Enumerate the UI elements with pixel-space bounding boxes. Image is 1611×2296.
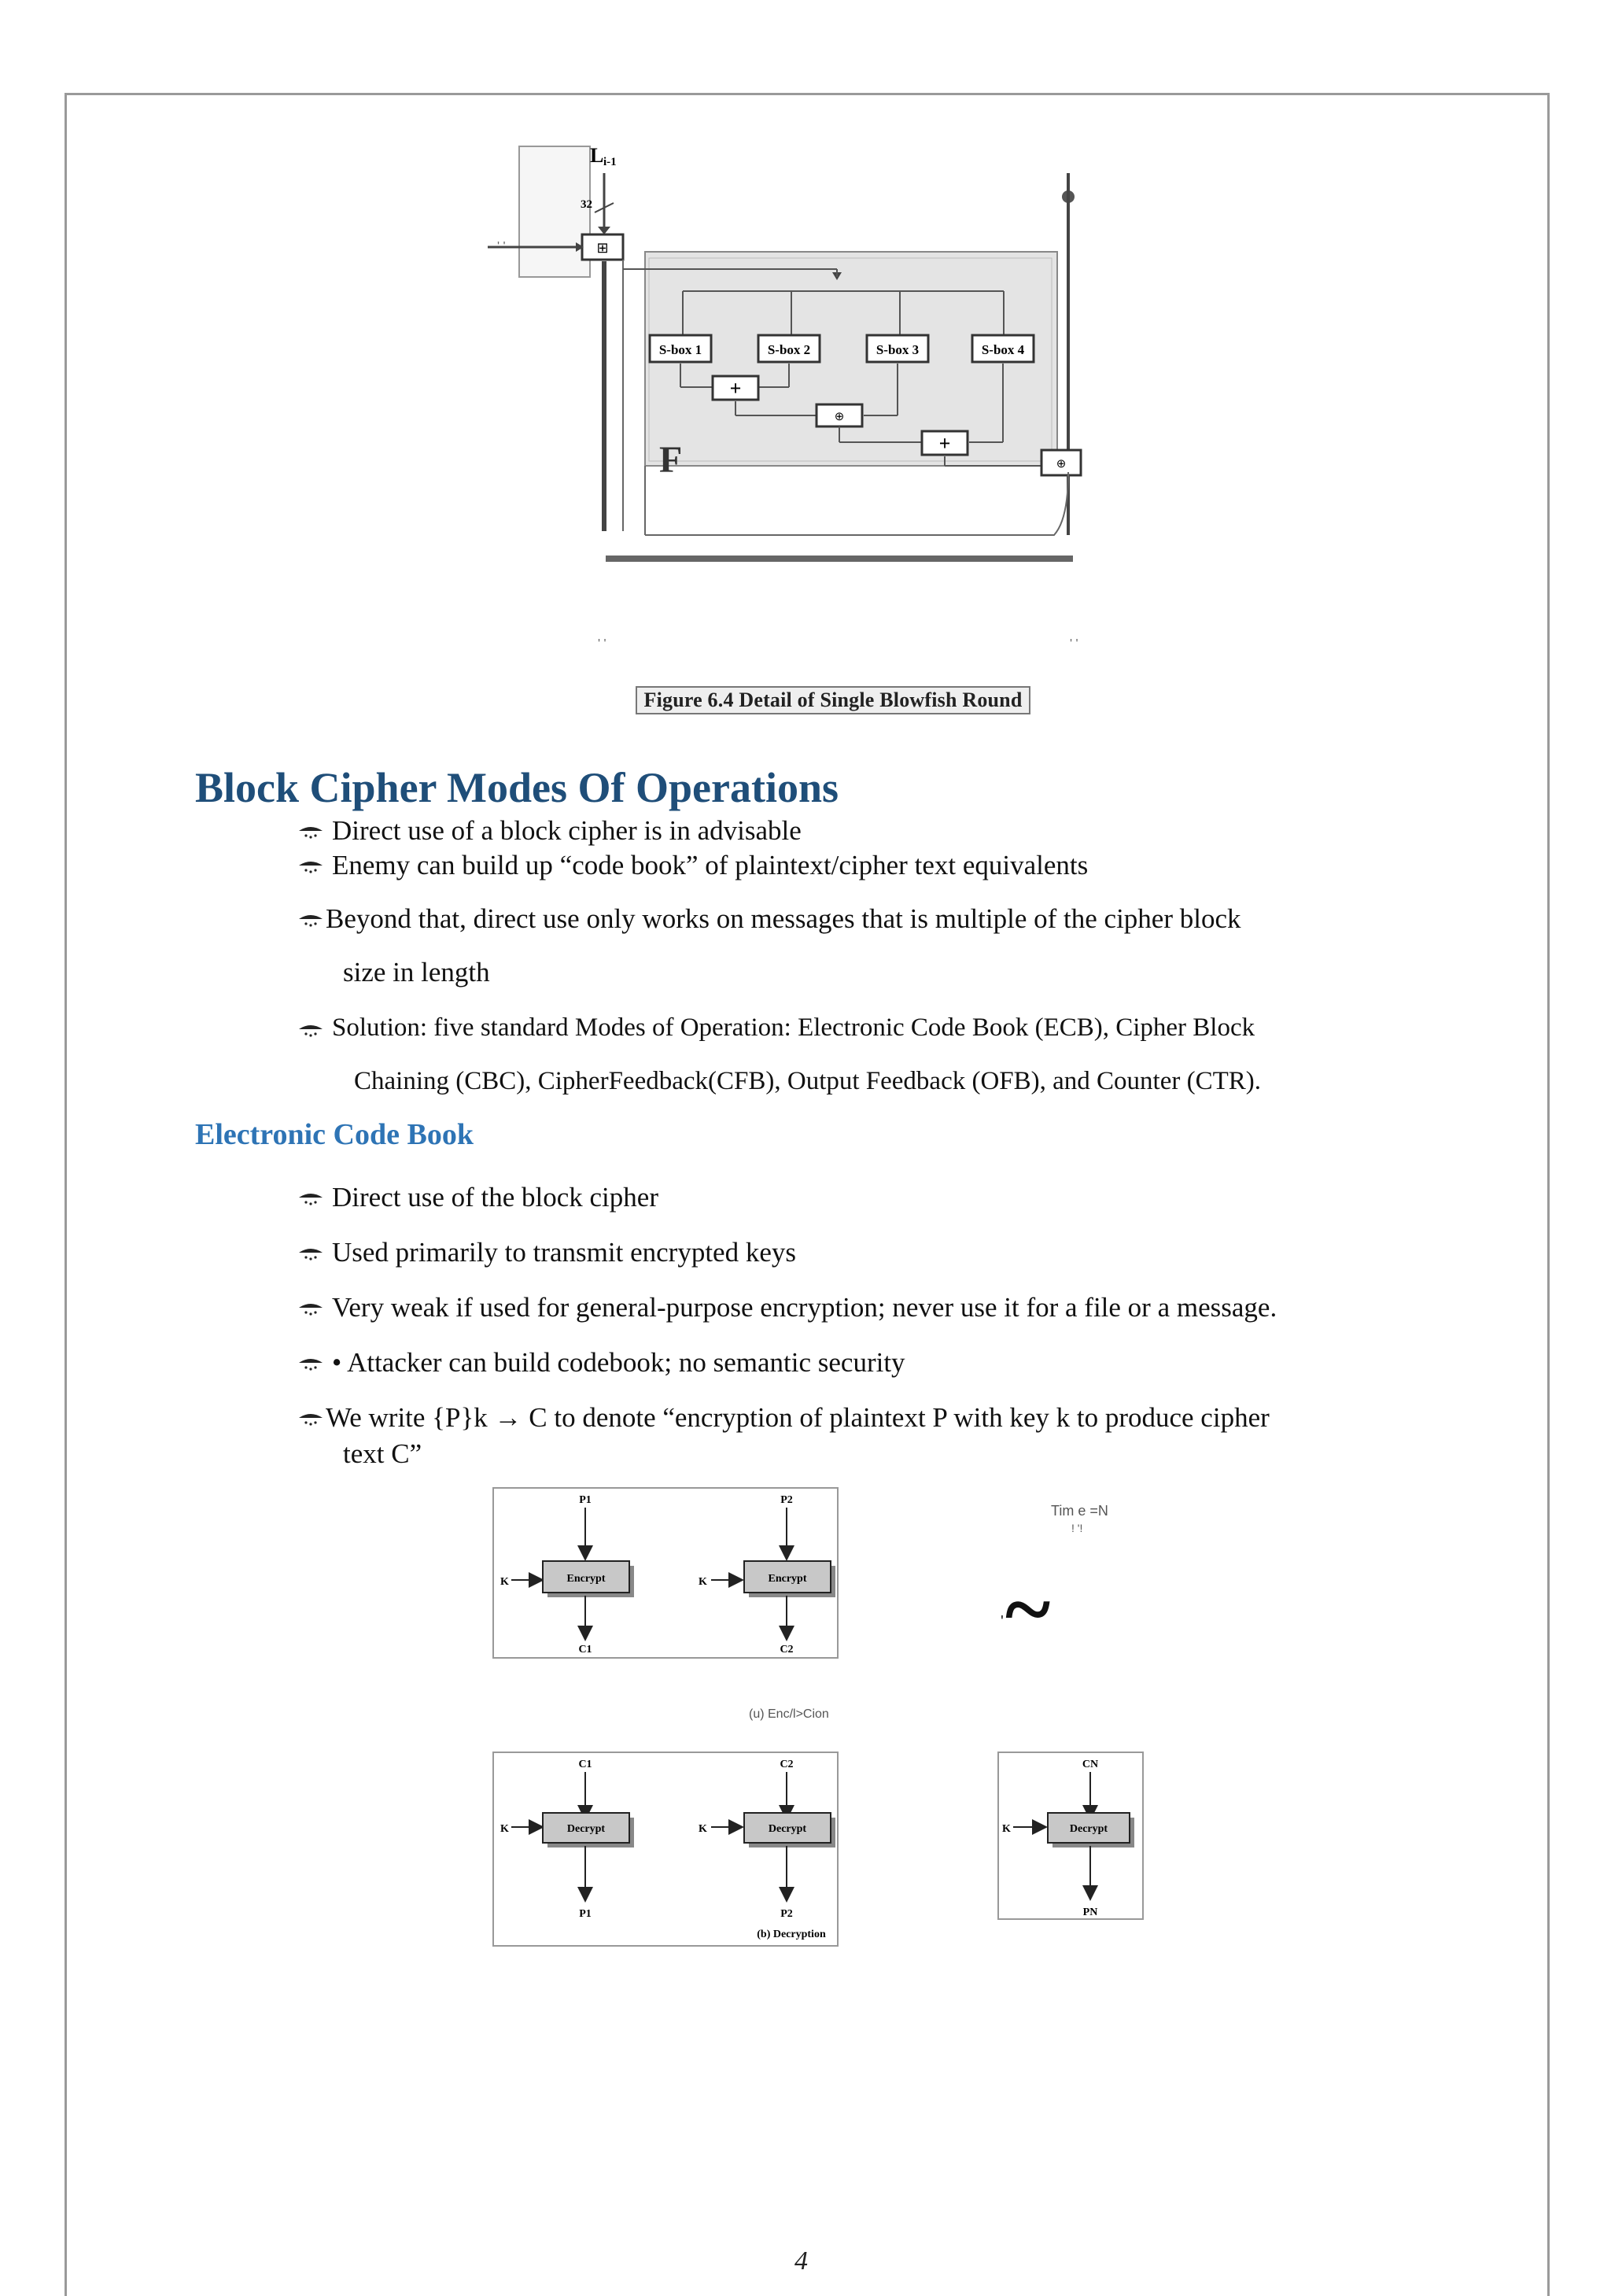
p1-label: P1 — [579, 1494, 592, 1506]
encrypt-box-label: Encrypt — [566, 1573, 606, 1585]
cn-label: CN — [1082, 1759, 1099, 1770]
decrypt-box-label: Decrypt — [566, 1823, 606, 1835]
bullet-text: Very weak if used for general-purpose encryption; never use it for a file or a message. — [332, 1292, 1277, 1323]
k-label: K — [1002, 1823, 1011, 1835]
k-label: K — [500, 1823, 509, 1835]
xor-label: ⊕ — [834, 411, 845, 423]
umbrella-icon — [297, 1246, 324, 1262]
bullet-item — [297, 1397, 1270, 1439]
p1-label: P1 — [579, 1908, 592, 1920]
k-label: K — [699, 1576, 707, 1588]
pn-label: PN — [1082, 1907, 1098, 1918]
tilde-tick: ' — [1001, 1613, 1004, 1630]
time-label: Tim e =N — [1051, 1503, 1108, 1519]
figure-caption: Figure 6.4 Detail of Single Blowfish Round — [636, 686, 1030, 714]
bullet-text: Solution: five standard Modes of Operation: Electronic Code Book (ECB), Cipher Block — [332, 1013, 1255, 1042]
sbox3-label: S-box 3 — [876, 342, 920, 357]
bullet-item — [297, 845, 1088, 887]
ecb-decryption-diagram — [492, 1752, 839, 1947]
k-label: K — [500, 1576, 509, 1588]
bullet-text: Direct use of a block cipher is in advisable — [332, 815, 802, 846]
xor-right-label: ⊕ — [1056, 458, 1067, 471]
decryption-caption: (b) Decryption — [757, 1929, 826, 1940]
encrypt-box-label: Encrypt — [768, 1573, 807, 1585]
umbrella-icon — [297, 1191, 324, 1207]
umbrella-icon — [297, 1301, 324, 1317]
sbox2-label: S-box 2 — [767, 342, 811, 357]
f-label: F — [659, 439, 683, 481]
umbrella-icon — [297, 825, 324, 840]
bullet-item — [297, 1177, 658, 1219]
p2-label: P2 — [780, 1494, 793, 1506]
bullet-text: size in length — [343, 957, 490, 987]
ecb-encryption-diagram — [492, 1487, 839, 1659]
subsection-title: Electronic Code Book — [195, 1118, 474, 1151]
sbox4-label: S-box 4 — [981, 342, 1025, 357]
l-label: L — [590, 144, 604, 167]
bullet-text: Enemy can build up “code book” of plaintext/cipher text equivalents — [332, 850, 1089, 880]
sbox1-label: S-box 1 — [658, 342, 702, 357]
add2-label: + — [938, 432, 951, 455]
time-sub-label: ! '! — [1071, 1522, 1083, 1534]
c2-label: C2 — [780, 1759, 794, 1770]
tick-mark-right: ' ' — [1070, 637, 1078, 651]
bullet-text: Direct use of the block cipher — [332, 1182, 658, 1213]
umbrella-icon — [297, 1357, 324, 1372]
bullet-text: text C” — [343, 1438, 422, 1469]
umbrella-icon — [297, 913, 324, 928]
c2-label: C2 — [780, 1644, 794, 1656]
k-label: K — [699, 1823, 707, 1835]
encryption-caption: (u) Enc/l>Cion — [749, 1707, 829, 1721]
decrypt-box-label: Decrypt — [768, 1823, 807, 1835]
ecb-decryption-n-diagram — [997, 1752, 1144, 1920]
bullet-item — [297, 899, 1241, 940]
umbrella-icon — [297, 859, 324, 875]
section-title: Block Cipher Modes Of Operations — [195, 764, 839, 811]
bullet-item — [297, 1342, 905, 1384]
p2-label: P2 — [780, 1908, 793, 1920]
tilde-symbol: ~ — [1005, 1561, 1051, 1657]
c1-label: C1 — [578, 1759, 592, 1770]
blowfish-round-diagram — [488, 142, 1117, 567]
bullet-text: We write {P}k → C to denote “encryption of plaintext P with key k to produce cipher — [326, 1402, 1270, 1433]
c1-label: C1 — [578, 1644, 592, 1656]
tick-left: ' ' — [497, 240, 506, 253]
bullet-continuation — [343, 952, 490, 994]
tick-mark-left: ' ' — [598, 637, 606, 651]
bullet-item — [297, 1232, 796, 1274]
umbrella-icon — [297, 1023, 324, 1039]
bullet-text: Chaining (CBC), CipherFeedback(CFB), Output Feedback (OFB), and Counter (CTR). — [354, 1067, 1262, 1095]
bullet-text: Beyond that, direct use only works on messages that is multiple of the cipher block — [326, 903, 1241, 934]
bullet-text: Used primarily to transmit encrypted keys — [332, 1237, 796, 1268]
bullet-continuation — [343, 1434, 422, 1475]
umbrella-icon — [297, 1412, 324, 1427]
add1-label: + — [729, 377, 742, 400]
page-number: 4 — [794, 2246, 808, 2276]
bullet-item — [297, 1009, 1255, 1048]
bits-label: 32 — [581, 198, 592, 211]
l-sub-label: i-1 — [603, 156, 617, 168]
bullet-item — [297, 1287, 1277, 1329]
decrypt-box-label: Decrypt — [1069, 1823, 1108, 1835]
add-mod-label: ⊞ — [596, 240, 609, 256]
bullet-continuation — [354, 1062, 1261, 1102]
bullet-text: • Attacker can build codebook; no semantic security — [332, 1347, 905, 1378]
